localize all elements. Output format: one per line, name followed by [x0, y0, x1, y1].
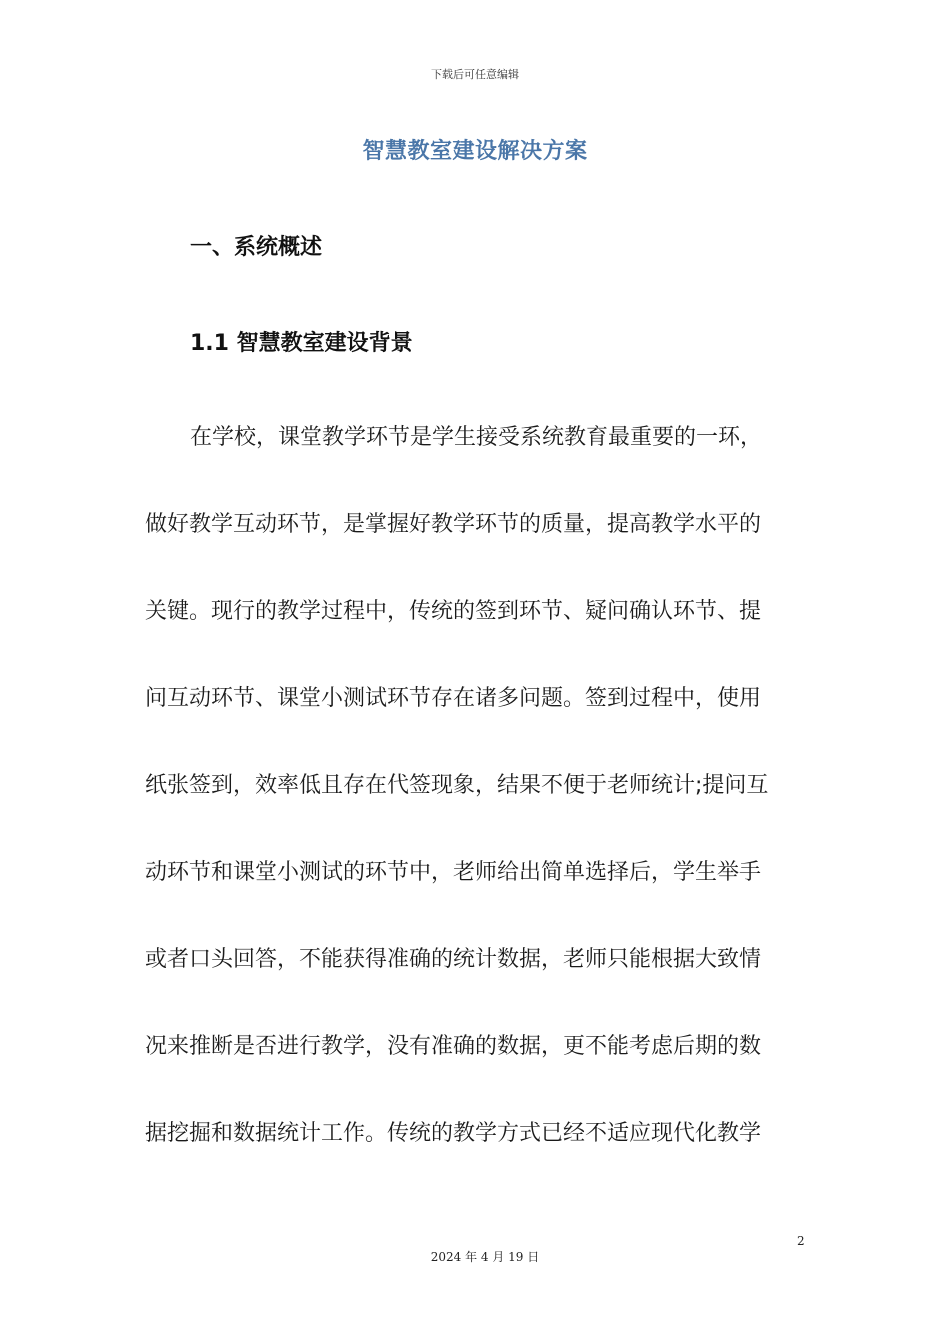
- body-line: 况来推断是否进行教学，没有准确的数据，更不能考虑后期的数: [145, 1034, 762, 1059]
- body-line: 做好教学互动环节，是掌握好教学环节的质量，提高教学水平的: [145, 512, 762, 537]
- footer-date: 2024 年 4 月 19 日: [430, 1250, 540, 1264]
- body-line: 问互动环节、课堂小测试环节存在诸多问题。签到过程中，使用: [145, 686, 762, 711]
- page-number: 2: [797, 1234, 805, 1248]
- body-line: 关键。现行的教学过程中，传统的签到环节、疑问确认环节、提: [145, 599, 762, 624]
- body-line: 据挖掘和数据统计工作。传统的教学方式已经不适应现代化教学: [145, 1121, 762, 1146]
- section-heading: 一、系统概述: [190, 235, 323, 260]
- body-line: 或者口头回答，不能获得准确的统计数据，老师只能根据大致情: [145, 947, 762, 972]
- body-line: 纸张签到，效率低且存在代签现象，结果不便于老师统计;提问互: [145, 773, 769, 798]
- document-title: 智慧教室建设解决方案: [362, 139, 588, 164]
- body-line: 动环节和课堂小测试的环节中，老师给出简单选择后，学生举手: [145, 860, 762, 885]
- header-note: 下载后可任意编辑: [431, 68, 519, 81]
- subsection-heading: 1.1 智慧教室建设背景: [190, 331, 413, 356]
- body-line: 在学校，课堂教学环节是学生接受系统教育最重要的一环，: [190, 425, 763, 450]
